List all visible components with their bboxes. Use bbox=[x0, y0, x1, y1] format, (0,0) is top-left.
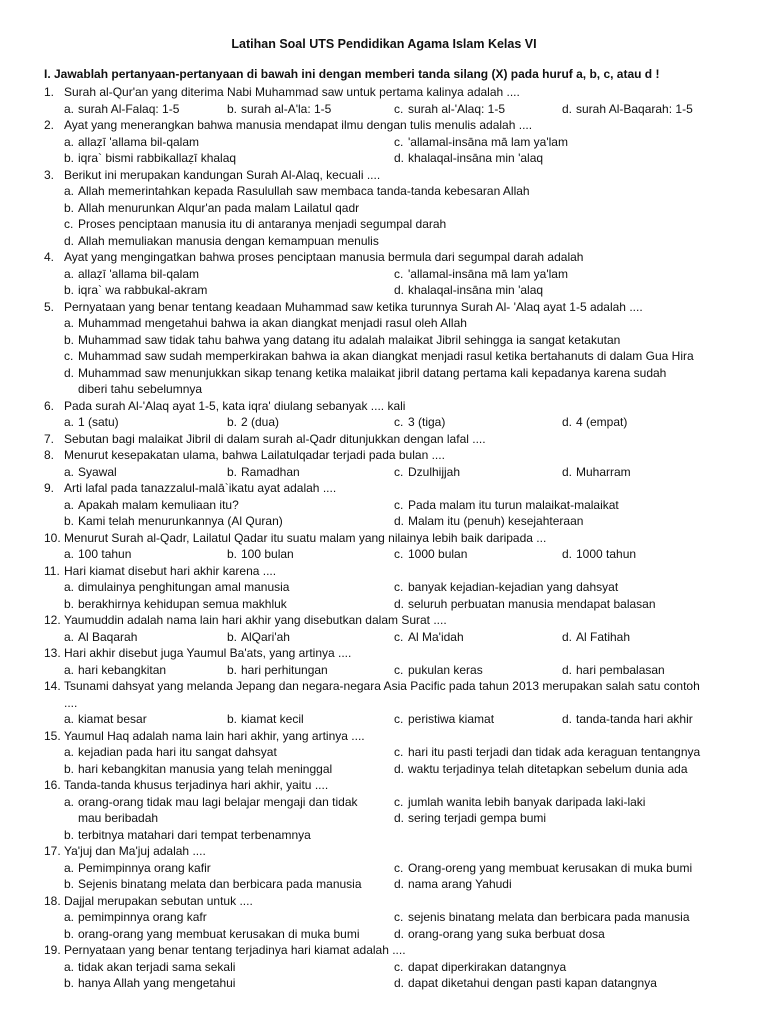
section-instruction: I. Jawablah pertanyaan-pertanyaan di bawah ini dengan memberi tanda silang (X) pada huruf a, b, c, atau d ! bbox=[44, 67, 660, 81]
option-row bbox=[44, 348, 734, 365]
question-16 bbox=[44, 777, 734, 794]
option-letter: d. bbox=[394, 976, 405, 990]
question-number: 2. bbox=[44, 118, 55, 132]
option-letter: b. bbox=[227, 415, 238, 429]
option-text: allaẓī 'allama bil-qalam bbox=[78, 266, 200, 281]
question-5 bbox=[44, 299, 734, 316]
option-text: Proses penciptaan manusia itu di antaranya menjadi segumpal darah bbox=[78, 217, 447, 231]
option-row bbox=[44, 629, 734, 646]
option-row bbox=[44, 332, 734, 349]
option-letter: d. bbox=[394, 877, 405, 891]
option-row bbox=[44, 975, 734, 992]
question-4 bbox=[44, 249, 734, 266]
option-text: 4 (empat) bbox=[576, 415, 628, 429]
option-letter: b. bbox=[64, 596, 75, 611]
option-letter: b. bbox=[227, 629, 238, 644]
option-text: hari kebangkitan bbox=[78, 662, 167, 677]
option-letter: d. bbox=[562, 547, 573, 561]
option-letter: c. bbox=[394, 134, 404, 149]
question-1 bbox=[44, 84, 734, 101]
option-row bbox=[44, 827, 734, 844]
option-letter: a. bbox=[64, 794, 75, 809]
question-9 bbox=[44, 480, 734, 497]
option-text: kejadian pada hari itu sangat dahsyat bbox=[78, 745, 277, 759]
question-text: Pernyataan yang benar tentang keadaan Muhammad saw ketika turunnya Surah Al- 'Alaq ayat 1-5 adalah .... bbox=[64, 299, 643, 314]
option-text: waktu terjadinya telah ditetapkan sebelum dunia ada bbox=[408, 761, 688, 776]
question-text: Yaumul Haq adalah nama lain hari akhir, yang artinya .... bbox=[64, 728, 365, 743]
question-number: 14. bbox=[44, 679, 61, 693]
option-letter: d. bbox=[562, 629, 573, 644]
option-text: nama arang Yahudi bbox=[408, 877, 512, 891]
option-text: Pemimpinnya orang kafir bbox=[78, 860, 211, 875]
option-text: surah Al-Baqarah: 1-5 bbox=[576, 101, 693, 116]
option-text: hari pembalasan bbox=[576, 662, 665, 677]
document-title: Latihan Soal UTS Pendidikan Agama Islam Kelas VI bbox=[231, 37, 537, 51]
option-row bbox=[44, 183, 734, 200]
option-text: allaẓī 'allama bil-qalam bbox=[78, 134, 200, 149]
option-text: orang-orang yang membuat kerusakan di muka bumi bbox=[78, 926, 360, 941]
option-text: khalaqal-insāna min 'alaq bbox=[408, 283, 544, 297]
option-letter: d. bbox=[562, 464, 573, 479]
option-letter: c. bbox=[394, 745, 404, 759]
option-text: Syawal bbox=[78, 464, 117, 479]
question-text: Surah al-Qur'an yang diterima Nabi Muhammad saw untuk pertama kalinya adalah .... bbox=[64, 85, 520, 99]
option-letter: a. bbox=[64, 580, 75, 594]
question-number: 1. bbox=[44, 85, 55, 99]
option-text: 100 bulan bbox=[241, 547, 294, 561]
question-11 bbox=[44, 563, 734, 580]
option-row bbox=[44, 579, 734, 596]
option-letter: b. bbox=[227, 662, 238, 677]
question-number: 3. bbox=[44, 167, 55, 182]
question-text: Ayat yang mengingatkan bahwa proses penciptaan manusia bermula dari segumpal darah adalah bbox=[64, 250, 584, 264]
question-number: 16. bbox=[44, 778, 61, 792]
question-number: 9. bbox=[44, 481, 55, 495]
option-letter: c. bbox=[394, 580, 404, 594]
question-number: 19. bbox=[44, 943, 61, 957]
question-3 bbox=[44, 167, 734, 184]
question-number: 10. bbox=[44, 530, 61, 545]
question-text: Pada surah Al-'Alaq ayat 1-5, kata iqra' diulang sebanyak .... kali bbox=[64, 398, 406, 413]
option-letter: d. bbox=[562, 712, 573, 726]
question-14 bbox=[44, 678, 734, 695]
option-letter: c. bbox=[394, 497, 404, 512]
question-number: 5. bbox=[44, 299, 55, 314]
option-text: iqra` wa rabbukal-akram bbox=[78, 283, 208, 297]
option-text: Allah memerintahkan kepada Rasulullah saw membaca tanda-tanda kebesaran Allah bbox=[78, 184, 530, 198]
option-row bbox=[44, 134, 734, 151]
option-letter: c. bbox=[64, 217, 74, 231]
question-15 bbox=[44, 728, 734, 745]
option-row bbox=[44, 876, 734, 893]
option-letter: b. bbox=[64, 827, 75, 842]
option-letter: a. bbox=[64, 497, 75, 512]
option-letter: b. bbox=[64, 976, 75, 990]
question-number: 13. bbox=[44, 646, 61, 660]
option-text: Dzulhijjah bbox=[408, 464, 461, 479]
option-row bbox=[44, 744, 734, 761]
option-letter: c. bbox=[394, 101, 404, 116]
option-text: berakhirnya kehidupan semua makhluk bbox=[78, 596, 287, 611]
option-text: hanya Allah yang mengetahui bbox=[78, 976, 236, 990]
option-text: peristiwa kiamat bbox=[408, 712, 495, 726]
question-number: 18. bbox=[44, 893, 61, 908]
question-number: 4. bbox=[44, 250, 55, 264]
option-letter: a. bbox=[64, 547, 75, 561]
question-text: Berikut ini merupakan kandungan Surah Al-Alaq, kecuali .... bbox=[64, 167, 381, 182]
option-row bbox=[44, 794, 734, 811]
option-text: Ramadhan bbox=[241, 464, 300, 479]
question-6 bbox=[44, 398, 734, 415]
option-letter: a. bbox=[64, 415, 75, 429]
option-letter: b. bbox=[227, 547, 238, 561]
option-row bbox=[44, 365, 734, 382]
question-number: 6. bbox=[44, 398, 55, 413]
option-text: Muharram bbox=[576, 464, 631, 479]
option-row bbox=[44, 761, 734, 778]
option-text: tanda-tanda hari akhir bbox=[576, 712, 693, 726]
option-text: Allah menurunkan Alqur'an pada malam Lailatul qadr bbox=[78, 200, 360, 215]
option-text: pemimpinnya orang kafr bbox=[78, 910, 207, 924]
option-row bbox=[44, 101, 734, 118]
option-letter: b. bbox=[64, 877, 75, 891]
option-text: dapat diperkirakan datangnya bbox=[408, 959, 567, 974]
option-row bbox=[44, 282, 734, 299]
option-letter: a. bbox=[64, 662, 75, 677]
option-letter: b. bbox=[64, 200, 75, 215]
option-letter: d. bbox=[394, 514, 405, 528]
option-letter: b. bbox=[64, 332, 75, 347]
question-12 bbox=[44, 612, 734, 629]
option-letter: a. bbox=[64, 860, 75, 875]
option-text: banyak kejadian-kejadian yang dahsyat bbox=[408, 580, 619, 594]
question-list bbox=[44, 84, 734, 992]
option-text: pukulan keras bbox=[408, 662, 483, 677]
option-text: hari kebangkitan manusia yang telah meninggal bbox=[78, 761, 333, 776]
option-text: Allah memuliakan manusia dengan kemampuan menulis bbox=[78, 233, 379, 248]
question-text: Menurut kesepakatan ulama, bahwa Lailatulqadar terjadi pada bulan .... bbox=[64, 448, 445, 462]
option-letter: a. bbox=[64, 464, 75, 479]
option-text: Muhammad saw tidak tahu bahwa yang datang itu adalah malaikat Jibril sehingga ia sangat ketakutan bbox=[78, 332, 621, 347]
option-text: khalaqal-insāna min 'alaq bbox=[408, 151, 544, 165]
question-text: Tsunami dahsyat yang melanda Jepang dan negara-negara Asia Pacific pada tahun 2013 merupakan salah satu contoh bbox=[64, 679, 700, 693]
option-row bbox=[44, 546, 734, 563]
option-letter: d. bbox=[394, 926, 405, 941]
question-text: Ayat yang menerangkan bahwa manusia mendapat ilmu dengan tulis menulis adalah .... bbox=[64, 118, 533, 132]
option-letter: a. bbox=[64, 266, 75, 281]
question-17 bbox=[44, 843, 734, 860]
option-text: Muhammad saw menunjukkan sikap tenang ketika malaikat jibril datang pertama kali kepadanya karena sudah bbox=[78, 365, 667, 380]
option-row bbox=[44, 233, 734, 250]
option-text: jumlah wanita lebih banyak daripada laki-laki bbox=[408, 794, 646, 809]
option-text: orang-orang yang suka berbuat dosa bbox=[408, 926, 605, 941]
option-text: kiamat besar bbox=[78, 712, 147, 726]
question-text: Tanda-tanda khusus terjadinya hari akhir, yaitu .... bbox=[64, 778, 329, 792]
option-row bbox=[44, 497, 734, 514]
option-letter: a. bbox=[64, 712, 75, 726]
option-text: AlQari'ah bbox=[241, 629, 290, 644]
option-text: 2 (dua) bbox=[241, 415, 280, 429]
option-row bbox=[44, 695, 734, 712]
option-row bbox=[44, 266, 734, 283]
option-text: Pada malam itu turun malaikat-malaikat bbox=[408, 497, 619, 512]
option-row bbox=[44, 860, 734, 877]
question-text: Dajjal merupakan sebutan untuk .... bbox=[64, 893, 253, 908]
option-text: sering terjadi gempa bumi bbox=[408, 811, 547, 825]
option-letter: a. bbox=[64, 134, 75, 149]
option-letter: d. bbox=[562, 415, 573, 429]
option-row bbox=[44, 959, 734, 976]
option-letter: a. bbox=[64, 745, 75, 759]
option-letter: b. bbox=[227, 464, 238, 479]
question-number: 17. bbox=[44, 844, 61, 858]
option-text: hari itu pasti terjadi dan tidak ada keraguan tentangnya bbox=[408, 745, 701, 759]
option-text: dimulainya penghitungan amal manusia bbox=[78, 580, 290, 594]
option-text: 1000 tahun bbox=[576, 547, 637, 561]
question-text: Hari kiamat disebut hari akhir karena .... bbox=[64, 563, 277, 578]
option-row bbox=[44, 909, 734, 926]
option-text: Al Baqarah bbox=[78, 629, 138, 644]
option-text: Apakah malam kemuliaan itu? bbox=[78, 497, 239, 512]
option-row bbox=[44, 662, 734, 679]
option-letter: a. bbox=[64, 959, 75, 974]
option-text: Sejenis binatang melata dan berbicara pada manusia bbox=[78, 877, 362, 891]
option-letter: a. bbox=[64, 910, 75, 924]
option-text: 1000 bulan bbox=[408, 547, 468, 561]
option-letter: b. bbox=[64, 283, 75, 297]
question-19 bbox=[44, 942, 734, 959]
question-7 bbox=[44, 431, 734, 448]
option-text: 'allamal-insāna mā lam ya'lam bbox=[408, 266, 568, 281]
option-letter: c. bbox=[394, 860, 404, 875]
option-letter: a. bbox=[64, 316, 75, 330]
option-row bbox=[44, 381, 734, 398]
option-letter: b. bbox=[227, 712, 238, 726]
option-text: dapat diketahui dengan pasti kapan datangnya bbox=[408, 976, 657, 990]
option-text: surah Al-Falaq: 1-5 bbox=[78, 101, 180, 116]
option-text: sejenis binatang melata dan berbicara pada manusia bbox=[408, 910, 690, 924]
question-2 bbox=[44, 117, 734, 134]
question-text: Ya'juj dan Ma'juj adalah .... bbox=[64, 844, 206, 858]
question-8 bbox=[44, 447, 734, 464]
option-letter: d. bbox=[394, 283, 405, 297]
option-letter: a. bbox=[64, 184, 75, 198]
option-letter: d. bbox=[64, 365, 75, 380]
option-text: tidak akan terjadi sama sekali bbox=[78, 959, 236, 974]
option-row bbox=[44, 513, 734, 530]
question-number: 15. bbox=[44, 728, 61, 743]
option-row bbox=[44, 414, 734, 431]
option-letter: b. bbox=[64, 761, 75, 776]
option-text: hari perhitungan bbox=[241, 662, 328, 677]
option-text-continuation: mau beribadah bbox=[78, 811, 159, 825]
option-text: surah al-'Alaq: 1-5 bbox=[408, 101, 506, 116]
option-letter: d. bbox=[394, 151, 405, 165]
question-18 bbox=[44, 893, 734, 910]
option-letter: d. bbox=[394, 596, 405, 611]
option-text: Kami telah menurunkannya (Al Quran) bbox=[78, 514, 283, 528]
option-text: terbitnya matahari dari tempat terbenamnya bbox=[78, 827, 311, 842]
option-letter: c. bbox=[394, 266, 404, 281]
option-text: Al Ma'idah bbox=[408, 629, 464, 644]
option-text: Muhammad mengetahui bahwa ia akan diangkat menjadi rasul oleh Allah bbox=[78, 316, 467, 330]
question-number: 8. bbox=[44, 448, 55, 462]
option-text: Al Fatihah bbox=[576, 629, 631, 644]
option-letter: c. bbox=[394, 794, 404, 809]
option-row bbox=[44, 810, 734, 827]
question-text: Yaumuddin adalah nama lain hari akhir yang disebutkan dalam Surat .... bbox=[64, 613, 447, 627]
option-letter: b. bbox=[227, 101, 238, 116]
question-text: Menurut Surah al-Qadr, Lailatul Qadar itu suatu malam yang nilainya lebih baik daripada ... bbox=[64, 530, 547, 545]
question-text-continuation: diberi tahu sebelumnya bbox=[78, 382, 203, 396]
option-row bbox=[44, 315, 734, 332]
option-letter: c. bbox=[394, 547, 404, 561]
option-letter: a. bbox=[64, 629, 75, 644]
option-letter: c. bbox=[394, 910, 404, 924]
question-13 bbox=[44, 645, 734, 662]
option-row bbox=[44, 596, 734, 613]
question-text-continuation: .... bbox=[64, 695, 78, 710]
option-row bbox=[44, 150, 734, 167]
question-text: Sebutan bagi malaikat Jibril di dalam surah al-Qadr ditunjukkan dengan lafal .... bbox=[64, 431, 486, 446]
option-text: 3 (tiga) bbox=[408, 415, 446, 429]
option-letter: c. bbox=[394, 415, 404, 429]
option-text: kiamat kecil bbox=[241, 712, 304, 726]
option-letter: a. bbox=[64, 101, 75, 116]
question-number: 11. bbox=[44, 563, 60, 578]
option-letter: c. bbox=[394, 662, 404, 677]
option-text: surah al-A'la: 1-5 bbox=[241, 101, 332, 116]
option-letter: c. bbox=[394, 959, 404, 974]
option-letter: c. bbox=[64, 349, 74, 363]
option-letter: b. bbox=[64, 926, 75, 941]
option-letter: d. bbox=[64, 233, 75, 248]
option-text: 100 tahun bbox=[78, 547, 132, 561]
option-letter: b. bbox=[64, 151, 75, 165]
question-text: Arti lafal pada tanazzalul-malā`ikatu ayat adalah .... bbox=[64, 481, 337, 495]
option-row bbox=[44, 216, 734, 233]
option-row bbox=[44, 464, 734, 481]
option-text: seluruh perbuatan manusia mendapat balasan bbox=[408, 596, 656, 611]
option-row bbox=[44, 200, 734, 217]
option-letter: d. bbox=[394, 761, 405, 776]
option-row bbox=[44, 711, 734, 728]
option-letter: c. bbox=[394, 464, 404, 479]
option-letter: c. bbox=[394, 712, 404, 726]
option-letter: c. bbox=[394, 629, 404, 644]
question-text: Hari akhir disebut juga Yaumul Ba'ats, yang artinya .... bbox=[64, 646, 352, 660]
option-letter: d. bbox=[562, 662, 573, 677]
option-text: 'allamal-insāna mā lam ya'lam bbox=[408, 134, 568, 149]
option-text: 1 (satu) bbox=[78, 415, 119, 429]
question-10 bbox=[44, 530, 734, 547]
option-letter: d. bbox=[562, 101, 573, 116]
option-text: Orang-oreng yang membuat kerusakan di muka bumi bbox=[408, 860, 693, 875]
question-text: Pernyataan yang benar tentang terjadinya hari kiamat adalah .... bbox=[64, 943, 406, 957]
option-letter: d. bbox=[394, 811, 405, 825]
question-number: 7. bbox=[44, 431, 55, 446]
option-letter: b. bbox=[64, 514, 75, 528]
option-row bbox=[44, 926, 734, 943]
question-number: 12. bbox=[44, 613, 61, 627]
option-text: orang-orang tidak mau lagi belajar mengaji dan tidak bbox=[78, 794, 358, 809]
option-text: iqra` bismi rabbikallaẓī khalaq bbox=[78, 151, 237, 165]
option-text: Muhammad saw sudah memperkirakan bahwa ia akan diangkat menjadi rasul ketika bertahanuts di dalam Gua Hira bbox=[78, 349, 694, 363]
option-text: Malam itu (penuh) kesejahteraan bbox=[408, 514, 584, 528]
